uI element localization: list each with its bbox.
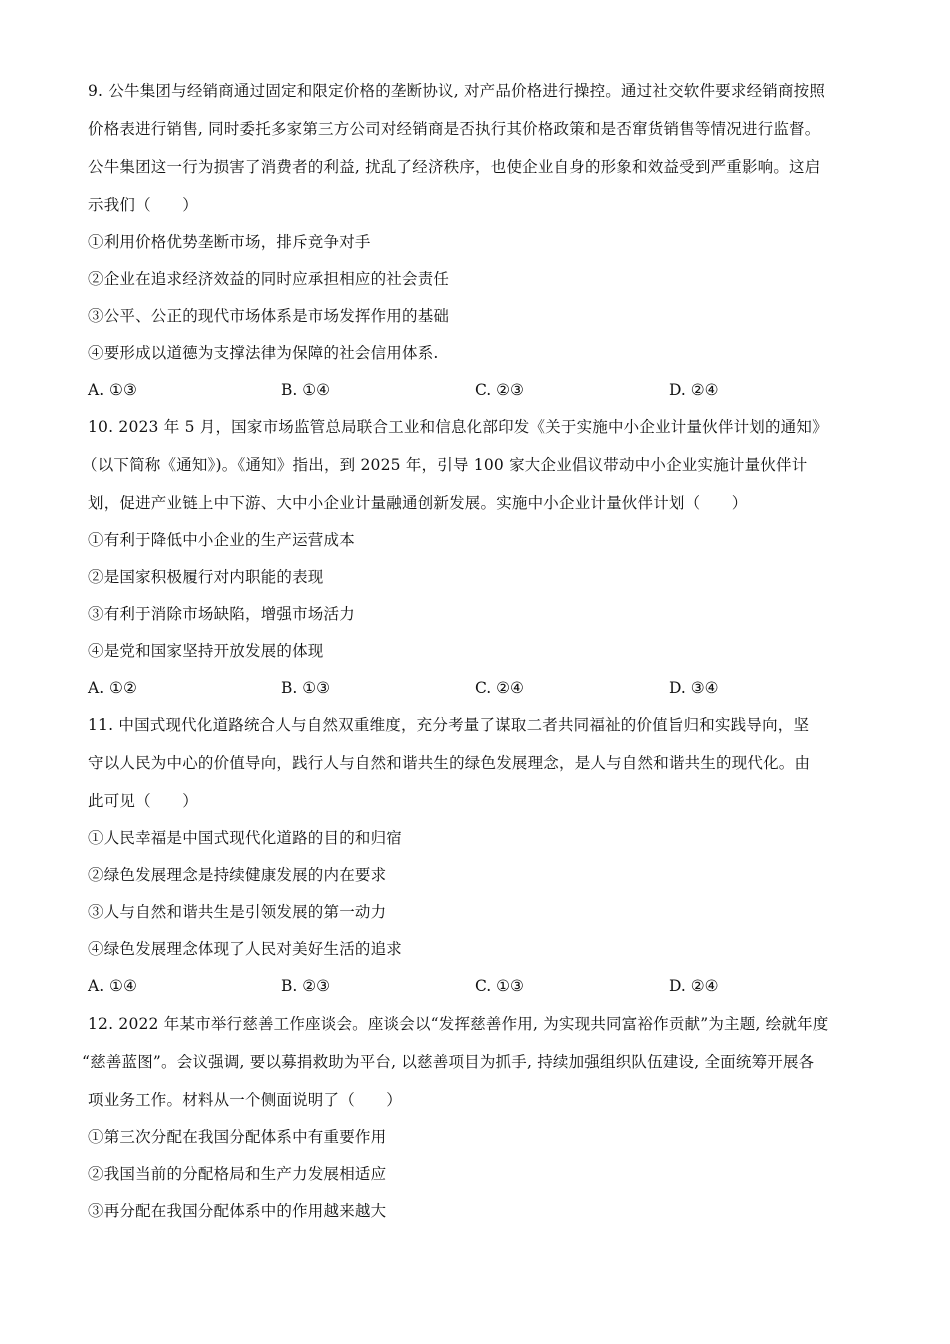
question-stem-line: “慈善蓝图”。会议强调, 要以募捐救助为平台, 以慈善项目为抓手, 持续加强组织队伍建设, 全面统筹开展各 [82, 1053, 815, 1071]
choice-d[interactable]: D. ②④ [669, 381, 719, 399]
question-stem-line: 价格表进行销售, 同时委托多家第三方公司对经销商是否执行其价格政策和是否窜货销售等情况进行监督。 [88, 120, 821, 138]
choice-b[interactable]: B. ①④ [281, 381, 331, 399]
answer-choices [88, 973, 878, 999]
question-stem-line: 10. 2023 年 5 月，国家市场监管总局联合工业和信息化部印发《关于实施中小企业计量伙伴计划的通知》 [88, 418, 828, 436]
choice-c[interactable]: C. ②③ [475, 381, 524, 399]
option-statement: ③有利于消除市场缺陷，增强市场活力 [88, 605, 355, 623]
option-statement: ①利用价格优势垄断市场，排斥竞争对手 [88, 233, 371, 251]
option-statement: ②企业在追求经济效益的同时应承担相应的社会责任 [88, 270, 450, 288]
choice-a[interactable]: A. ①④ [88, 977, 137, 995]
option-statement: ①有利于降低中小企业的生产运营成本 [88, 531, 355, 549]
choice-c[interactable]: C. ②④ [475, 679, 524, 697]
answer-choices [88, 675, 878, 701]
option-statement: ④要形成以道德为支撑法律为保障的社会信用体系. [88, 344, 439, 362]
option-statement: ②绿色发展理念是持续健康发展的内在要求 [88, 866, 387, 884]
question-stem-line: 此可见（ ） [88, 792, 198, 810]
question-stem-line: 划，促进产业链上中下游、大中小企业计量融通创新发展。实施中小企业计量伙伴计划（ ） [88, 494, 748, 512]
option-statement: ②是国家积极履行对内职能的表现 [88, 568, 324, 586]
option-statement: ④是党和国家坚持开放发展的体现 [88, 642, 324, 660]
question-stem-line: （以下简称《通知》)。《通知》指出，到 2025 年，引导 100 家大企业倡议带动中小企业实施计量伙伴计 [82, 456, 808, 474]
choice-c[interactable]: C. ①③ [475, 977, 524, 995]
question-stem-line: 公牛集团这一行为损害了消费者的利益, 扰乱了经济秩序，也使企业自身的形象和效益受到严重影响。这启 [88, 158, 821, 176]
choice-b[interactable]: B. ②③ [281, 977, 331, 995]
choice-a[interactable]: A. ①③ [88, 381, 137, 399]
question-stem-line: 9. 公牛集团与经销商通过固定和限定价格的垄断协议, 对产品价格进行操控。通过社交软件要求经销商按照 [88, 82, 826, 100]
choice-d[interactable]: D. ③④ [669, 679, 719, 697]
choice-b[interactable]: B. ①③ [281, 679, 331, 697]
answer-choices [88, 377, 878, 403]
option-statement: ②我国当前的分配格局和生产力发展相适应 [88, 1165, 387, 1183]
option-statement: ①人民幸福是中国式现代化道路的目的和归宿 [88, 829, 403, 847]
choice-d[interactable]: D. ②④ [669, 977, 719, 995]
question-stem-line: 示我们（ ） [88, 196, 198, 214]
option-statement: ①第三次分配在我国分配体系中有重要作用 [88, 1128, 387, 1146]
option-statement: ③再分配在我国分配体系中的作用越来越大 [88, 1202, 387, 1220]
choice-a[interactable]: A. ①② [88, 679, 137, 697]
option-statement: ④绿色发展理念体现了人民对美好生活的追求 [88, 940, 403, 958]
option-statement: ③公平、公正的现代市场体系是市场发挥作用的基础 [88, 307, 450, 325]
option-statement: ③人与自然和谐共生是引领发展的第一动力 [88, 903, 387, 921]
question-stem-line: 项业务工作。材料从一个侧面说明了（ ） [88, 1091, 403, 1109]
question-stem-line: 12. 2022 年某市举行慈善工作座谈会。座谈会以“发挥慈善作用, 为实现共同富裕作贡献”为主题, 绘就年度 [88, 1015, 829, 1033]
question-stem-line: 守以人民为中心的价值导向，践行人与自然和谐共生的绿色发展理念，是人与自然和谐共生的现代化。由 [88, 754, 811, 772]
question-stem-line: 11. 中国式现代化道路统合人与自然双重维度，充分考量了谋取二者共同福祉的价值旨归和实践导向，坚 [88, 716, 810, 734]
